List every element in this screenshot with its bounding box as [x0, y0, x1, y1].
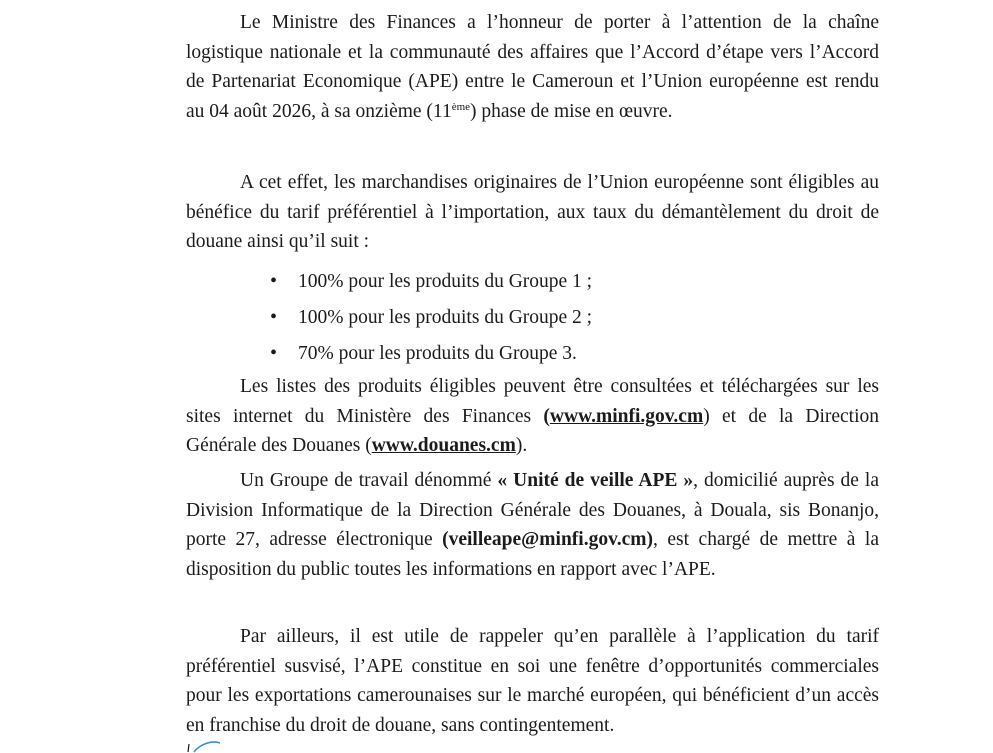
paragraph-product-lists-text-3: ).: [515, 435, 528, 456]
paragraph-ape-phase: [186, 8, 879, 126]
paragraph-eligibility: [186, 168, 879, 257]
list-item: • 100% pour les produits du Groupe 2 ;: [270, 303, 592, 339]
email-address[interactable]: (veilleape@minfi.gov.cm): [442, 529, 654, 550]
paragraph-product-lists-text-1: Les listes des produits éligibles peuvent être consultées et téléchargées sur les sites internet du Ministère des Finances: [186, 376, 879, 427]
open-paren-bold: (: [543, 405, 550, 427]
list-item: • 100% pour les produits du Groupe 1 ;: [270, 267, 592, 303]
superscript-eme: ème: [451, 100, 471, 113]
tariff-rate-list: [270, 267, 592, 375]
paragraph-veille-unit-text-3: , est chargé de mettre à la disposition du public toutes les informations en rapport avec l’APE.: [186, 529, 879, 580]
paragraph-export-opportunities-text: Par ailleurs, il est utile de rappeler qu’en parallèle à l’application du tarif préférentiel susvisé, l’APE constitue en soi une fenêtre d’opportunités commerciales pour les exportations camerounaises sur le marché européen, qui bénéficient d’un accès en franchise du droit de douane, sans contingentement.: [186, 626, 879, 736]
paragraph-product-lists-text-2: ) et de la Direction Générale des Douanes (: [186, 405, 879, 456]
paragraph-veille-unit-text-1: Un Groupe de travail dénommé: [240, 470, 498, 491]
signature-mark-icon: [186, 740, 226, 753]
paragraph-veille-unit-text-2: , domicilié auprès de la Division Informatique de la Direction Générale des Douanes, à Douala, sis Bonanjo, porte 27, adresse électronique: [186, 470, 880, 550]
paragraph-veille-unit: [186, 466, 879, 584]
minfi-website-link[interactable]: www.minfi.gov.cm: [549, 405, 704, 427]
douanes-website-link[interactable]: www.douanes.cm: [371, 435, 516, 456]
list-item: • 70% pour les produits du Groupe 3.: [270, 339, 592, 375]
paragraph-eligibility-text: A cet effet, les marchandises originaires de l’Union européenne sont éligibles au bénéfice du tarif préférentiel à l’importation, aux taux du démantèlement du droit de douane ainsi qu’il suit :: [186, 172, 879, 252]
paragraph-ape-phase-text-2: ) phase de mise en œuvre.: [470, 100, 673, 122]
paragraph-export-opportunities: [186, 622, 879, 740]
paragraph-ape-phase-text-1: Le Ministre des Finances a l’honneur de porter à l’attention de la chaîne logistique nationale et la communauté des affaires que l’Accord d’étape vers l’Accord de Partenariat Economique (APE) entre le Cameroun et l’Union européenne est rendu au 04 août 2026, à sa onzième (11: [186, 12, 879, 122]
paragraph-product-lists: [186, 372, 879, 461]
unit-name: « Unité de veille APE »: [497, 470, 694, 491]
